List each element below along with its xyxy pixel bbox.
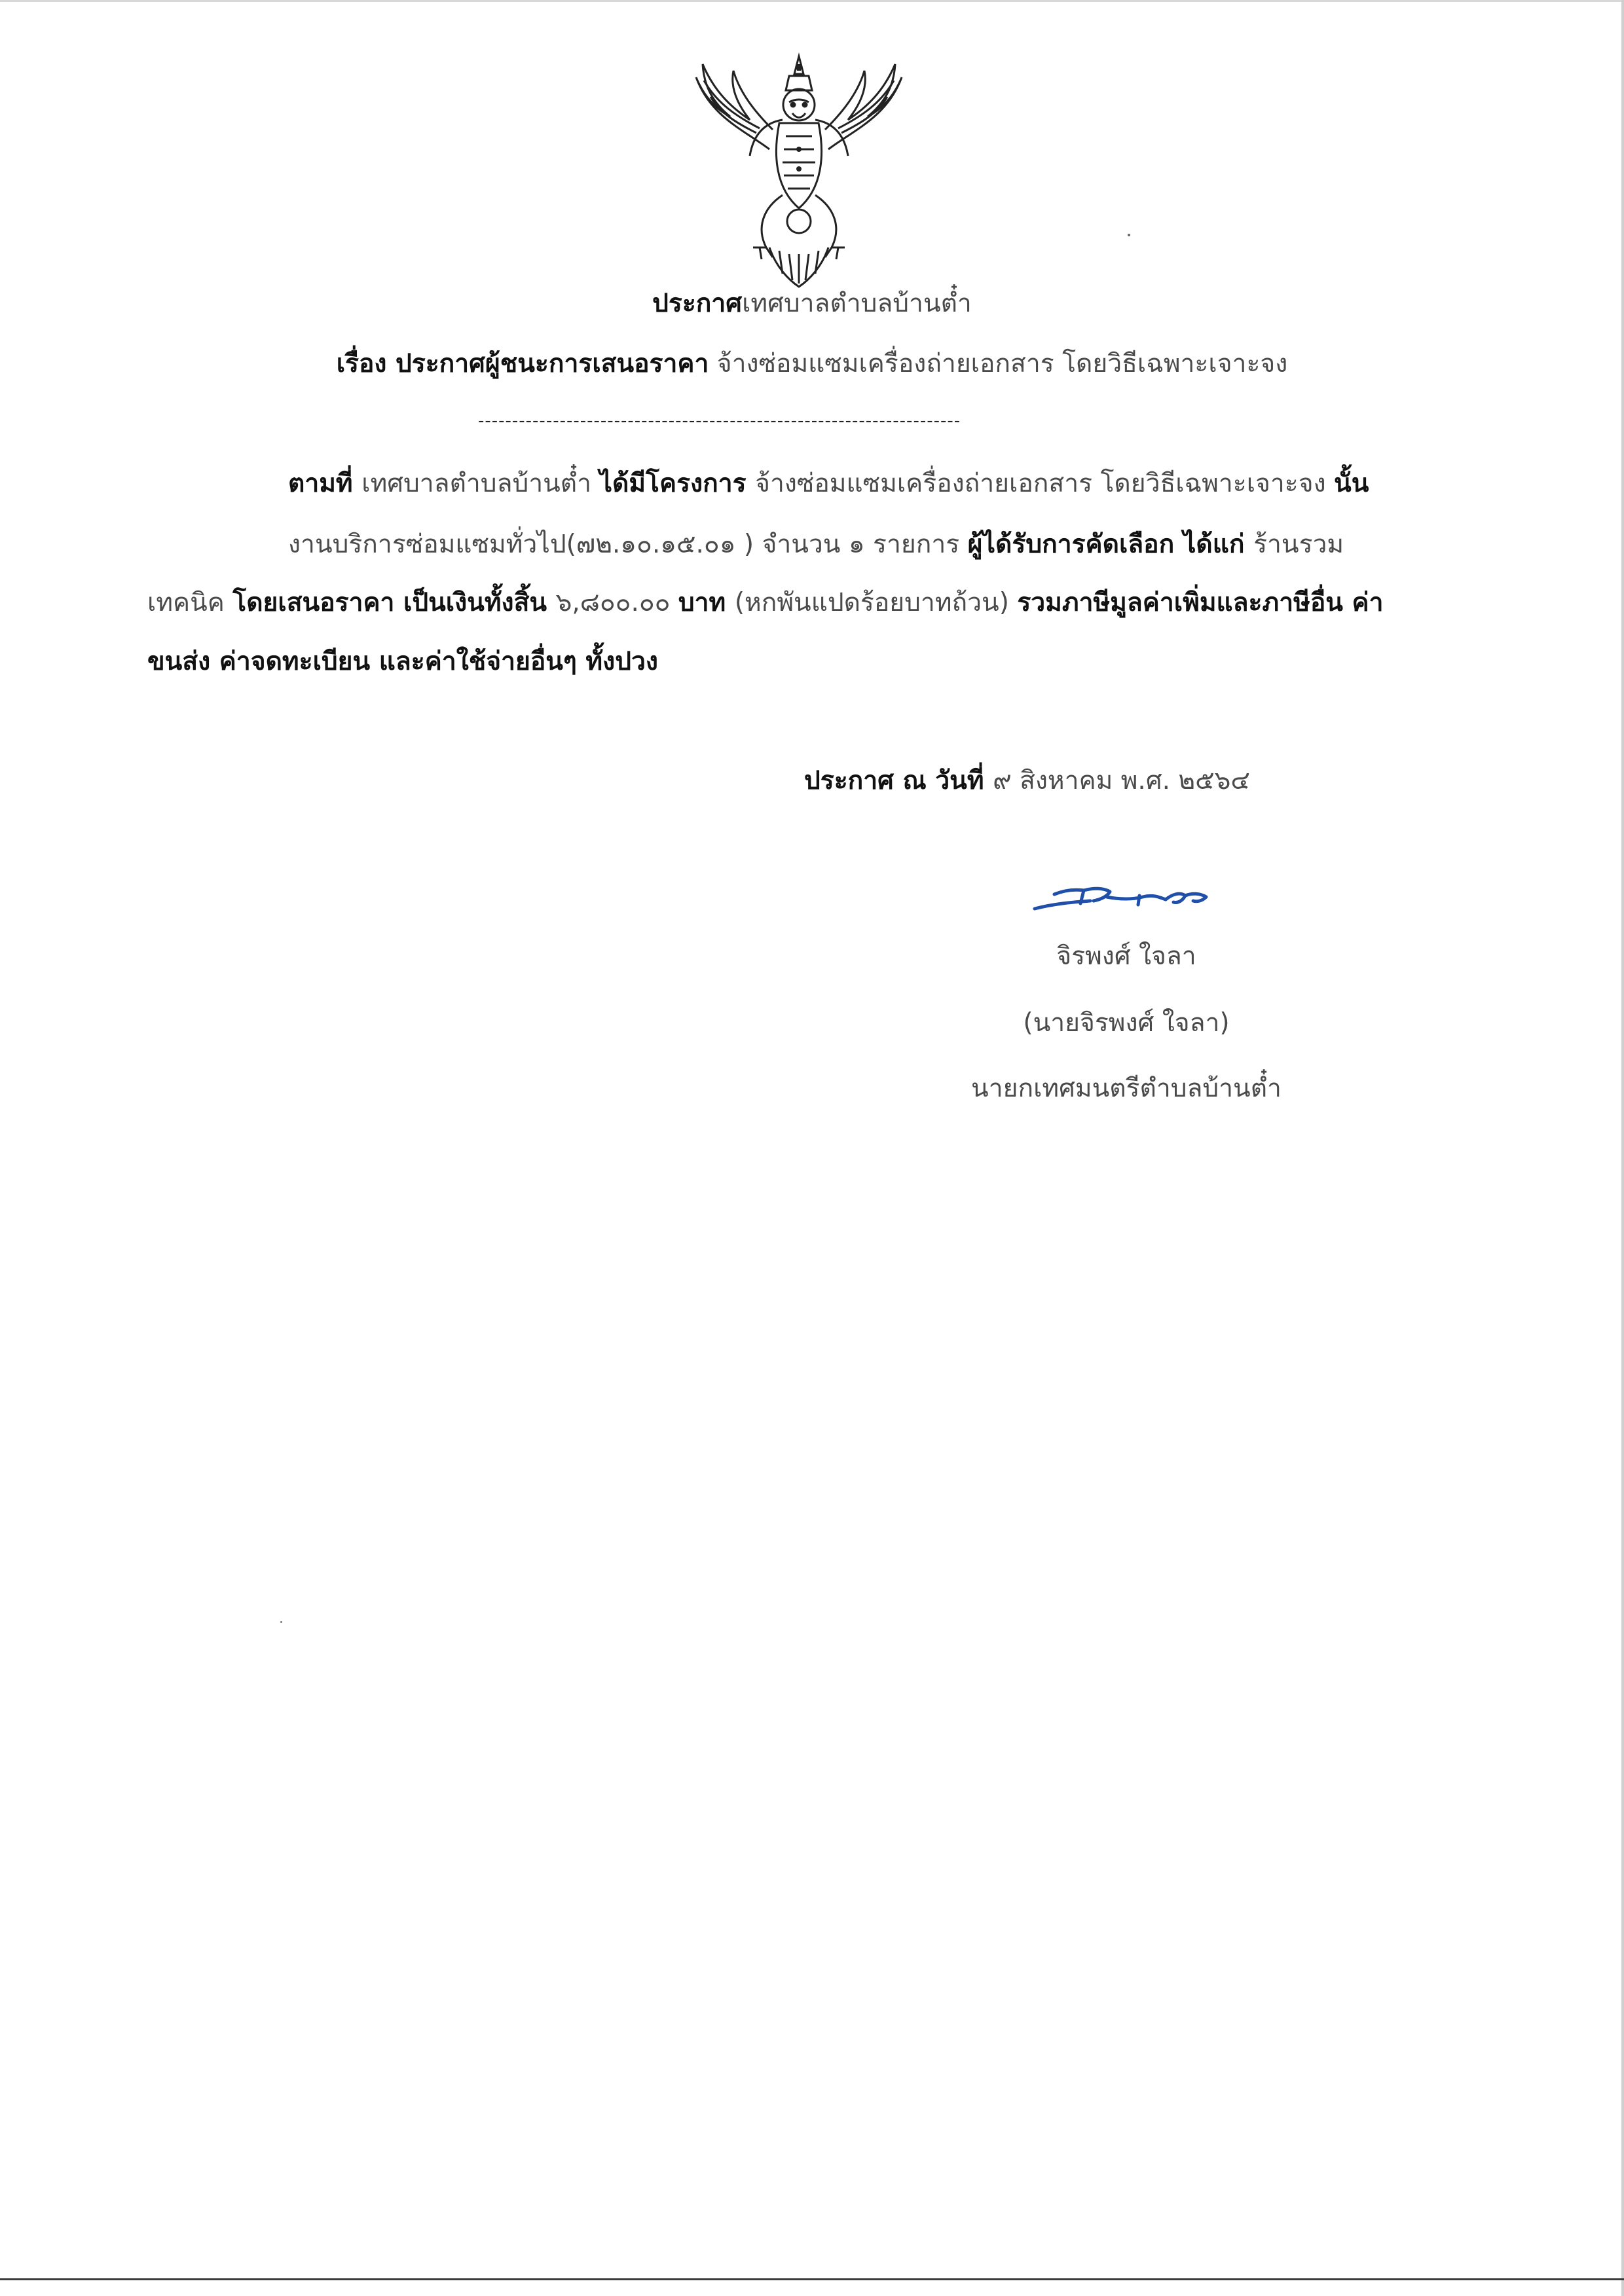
body-text: เทศบาลตำบลบ้านต๋ำ [361,469,600,498]
body-text: เทคนิค [147,588,233,617]
body-text: งานบริการซ่อมแซมทั่วไป(๗๒.๑๐.๑๕.๐๑ ) จำนวน ๑ รายการ [288,530,968,559]
date-value: ๙ สิงหาคม พ.ศ. ๒๕๖๔ [993,766,1250,795]
garuda-emblem-icon [684,51,913,290]
title-bold: ประกาศ [652,289,743,318]
dashed-separator: ----------------------------------------------------------------------- [478,411,961,431]
scan-top-edge [0,0,1624,2]
body-text: บาท [678,588,735,617]
signer-position: นายกเทศมนตรีตำบลบ้านต๋ำ [971,1074,1282,1103]
scan-bottom-edge [0,2278,1624,2280]
body-text: ตามที่ [288,469,362,498]
body-line-2 [288,528,1344,562]
subject-bold: เรื่อง ประกาศผู้ชนะการเสนอราคา [336,349,709,378]
subject-text: จ้างซ่อมแซมเครื่องถ่ายเอกสาร โดยวิธีเฉพาะเจาะจง [709,349,1288,378]
body-line-1 [288,467,1369,501]
title-organization: เทศบาลตำบลบ้านต๋ำ [742,289,972,318]
scan-speck [1128,234,1130,236]
announcement-date [804,764,1250,798]
scan-speck [280,1621,282,1623]
body-text: รวมภาษีมูลค่าเพิ่มและภาษีอื่น ค่า [1017,588,1384,617]
signer-full-name: (นายจิรพงศ์ ใจลา) [1023,1008,1230,1038]
body-text: นั้น [1334,469,1369,498]
handwritten-signature [1028,871,1225,923]
body-text: ได้มีโครงการ [599,469,756,498]
body-text: โดยเสนอราคา เป็นเงินทั้งสิ้น [232,588,556,617]
body-text: จ้างซ่อมแซมเครื่องถ่ายเอกสาร โดยวิธีเฉพาะเจาะจง [755,469,1335,498]
body-text: ผู้ได้รับการคัดเลือก ได้แก่ [967,530,1254,559]
body-line-3 [147,586,1383,620]
signer-name: จิรพงศ์ ใจลา [1056,941,1196,971]
body-text: ขนส่ง ค่าจดทะเบียน และค่าใช้จ่ายอื่นๆ ทั้งปวง [147,647,658,676]
date-label: ประกาศ ณ วันที่ [804,766,993,795]
price-amount: ๖,๘๐๐.๐๐ [555,588,678,617]
price-in-words: (หกพันแปดร้อยบาทถ้วน) [734,588,1018,617]
body-text: ร้านรวม [1253,530,1344,559]
announcement-title [0,287,1624,321]
announcement-subject [0,347,1624,381]
body-line-4 [147,645,658,679]
scan-right-edge [1621,0,1624,2296]
